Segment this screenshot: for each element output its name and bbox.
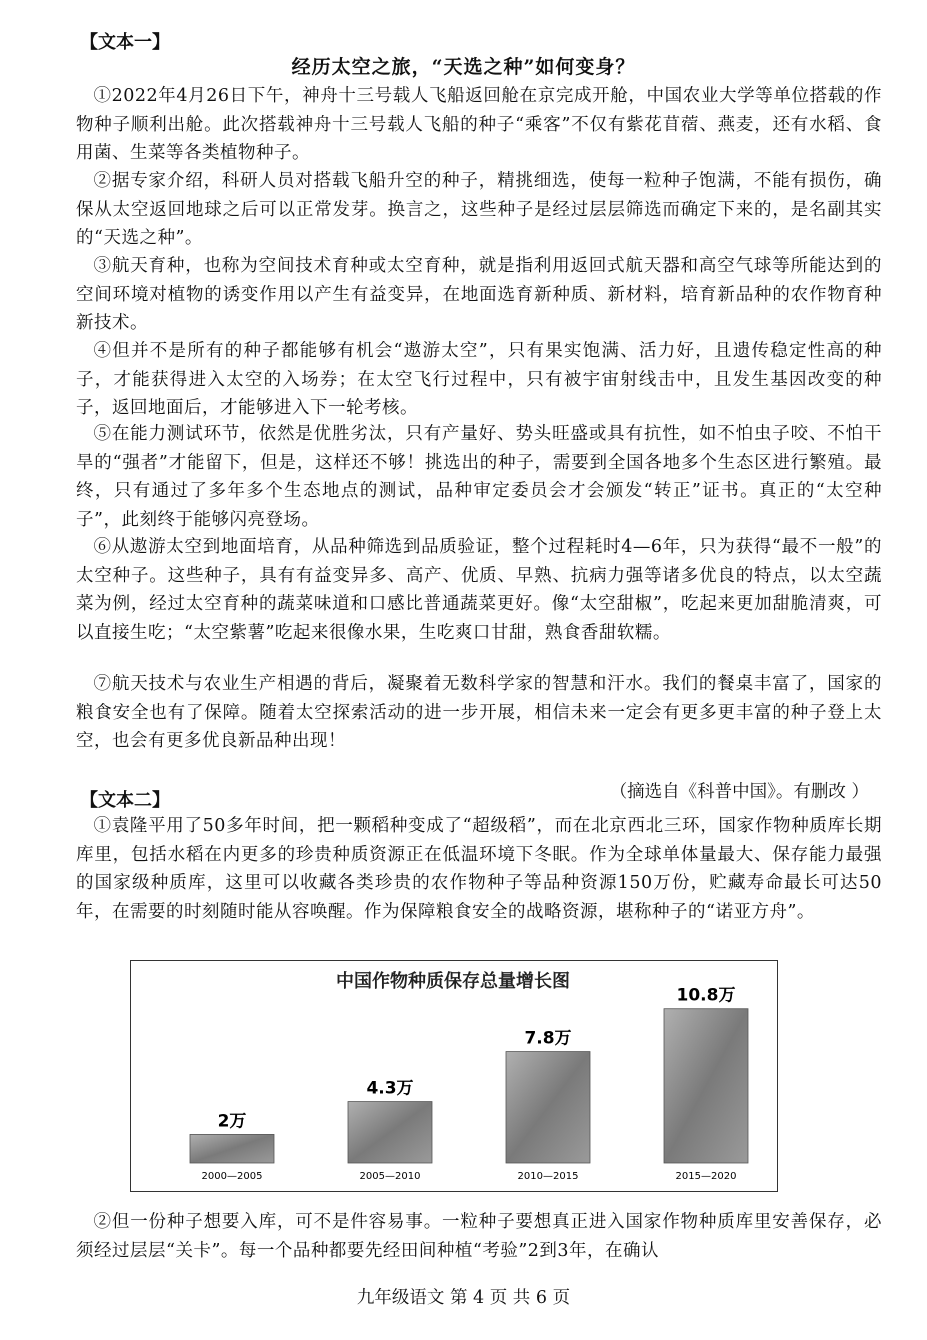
- text1-paragraph-5: ⑤在能力测试环节，依然是优胜劣汰，只有产量好、势头旺盛或具有抗性，如不怕虫子咬、不怕干旱的“强者”才能留下，但是，这样还不够！挑选出的种子，需要到全国各地多个生态区进行繁殖。最终，只有通过了多年多个生态地点的测试，品种审定委员会才会颁发“转正”证书。真正的“太空种子”，此刻终于能够闪亮登场。: [76, 424, 882, 530]
- bar-value-label-1: 4.3万: [366, 1078, 414, 1099]
- text2-paragraph-1: ①袁隆平用了50多年时间，把一颗稻种变成了“超级稻”，而在北京西北三环，国家作物种质库长期库里，包括水稻在内更多的珍贵种质资源正在低温环境下冬眠。作为全球单体量最大、保存能力最强的国家级种质库，这里可以收藏各类珍贵的农作物种子等品种资源150万份，贮藏寿命最长可达50年，在需要的时刻随时能从容唤醒。作为保障粮食安全的战略资源，堪称种子的“诺亚方舟”。: [76, 816, 882, 922]
- bar-value-label-0: 2万: [217, 1111, 247, 1132]
- category-label-0: 2000—2005: [201, 1171, 263, 1182]
- page-footer: 九年级语文 第 4 页 共 6 页: [356, 1288, 571, 1308]
- text2-paragraph-2: ②但一份种子想要入库，可不是件容易事。一粒种子要想真正进入国家作物种质库里安善保存，必须经过层层“关卡”。每一个品种都要先经田间种植“考验”2到3年，在确认: [76, 1212, 882, 1261]
- text1-paragraph-6: ⑥从遨游太空到地面培育，从品种筛选到品质验证，整个过程耗时4—6年，只为获得“最不一般”的太空种子。这些种子，具有有益变异多、高产、优质、早熟、抗病力强等诸多优良的特点，以太空蔬菜为例，经过太空育种的蔬菜味道和口感比普通蔬菜更好。像“太空甜椒”，吃起来更加甜脆清爽，可以直接生吃；“太空紫薯”吃起来很像水果，生吃爽口甘甜，熟食香甜软糯。: [76, 537, 882, 643]
- source-citation: （摘选自《科普中国》。有删改 ）: [609, 782, 869, 802]
- category-label-2: 2010—2015: [517, 1171, 579, 1182]
- storage-growth-chart: [130, 960, 778, 1192]
- text1-paragraph-1: ①2022年4月26日下午，神舟十三号载人飞船返回舱在京完成开舱，中国农业大学等单位搭载的作物种子顺利出舱。此次搭载神舟十三号载人飞船的种子“乘客”不仅有紫花苜蓿、燕麦，还有水稻、食用菌、生菜等各类植物种子。: [76, 86, 882, 163]
- chart-title: 中国作物种质保存总量增长图: [336, 971, 570, 992]
- bar-value-label-2: 7.8万: [524, 1028, 572, 1049]
- text1-paragraph-2: ②据专家介绍，科研人员对搭载飞船升空的种子，精挑细选，使每一粒种子饱满，不能有损伤，确保从太空返回地球之后可以正常发芽。换言之，这些种子是经过层层筛选而确定下来的，是名副其实的“天选之种”。: [76, 171, 882, 248]
- category-label-3: 2015—2020: [675, 1171, 737, 1182]
- bar-2: [506, 1052, 590, 1163]
- bar-0: [190, 1134, 274, 1163]
- chart-svg: [131, 961, 776, 1190]
- text1-paragraph-4: ④但并不是所有的种子都能够有机会“遨游太空”，只有果实饱满、活力好，且遗传稳定性高的种子，才能获得进入太空的入场券；在太空飞行过程中，只有被宇宙射线击中，且发生基因改变的种子，返回地面后，才能够进入下一轮考核。: [76, 341, 882, 418]
- bar-value-label-3: 10.8万: [676, 985, 736, 1006]
- text1-heading: 【文本一】: [80, 32, 170, 53]
- category-label-1: 2005—2010: [359, 1171, 421, 1182]
- bar-3: [664, 1009, 748, 1163]
- text2-heading: 【文本二】: [80, 790, 170, 811]
- article-title: 经历太空之旅，“天选之种”如何变身？: [291, 56, 636, 78]
- text1-paragraph-7: ⑦航天技术与农业生产相遇的背后，凝聚着无数科学家的智慧和汗水。我们的餐桌丰富了，国家的粮食安全也有了保障。随着太空探索活动的进一步开展，相信未来一定会有更多更丰富的种子登上太空，也会有更多优良新品种出现！: [76, 674, 882, 751]
- text1-paragraph-3: ③航天育种，也称为空间技术育种或太空育种，就是指利用返回式航天器和高空气球等所能达到的空间环境对植物的诱变作用以产生有益变异，在地面选育新种质、新材料，培育新品种的农作物育种新技术。: [76, 256, 882, 333]
- bar-1: [348, 1102, 432, 1163]
